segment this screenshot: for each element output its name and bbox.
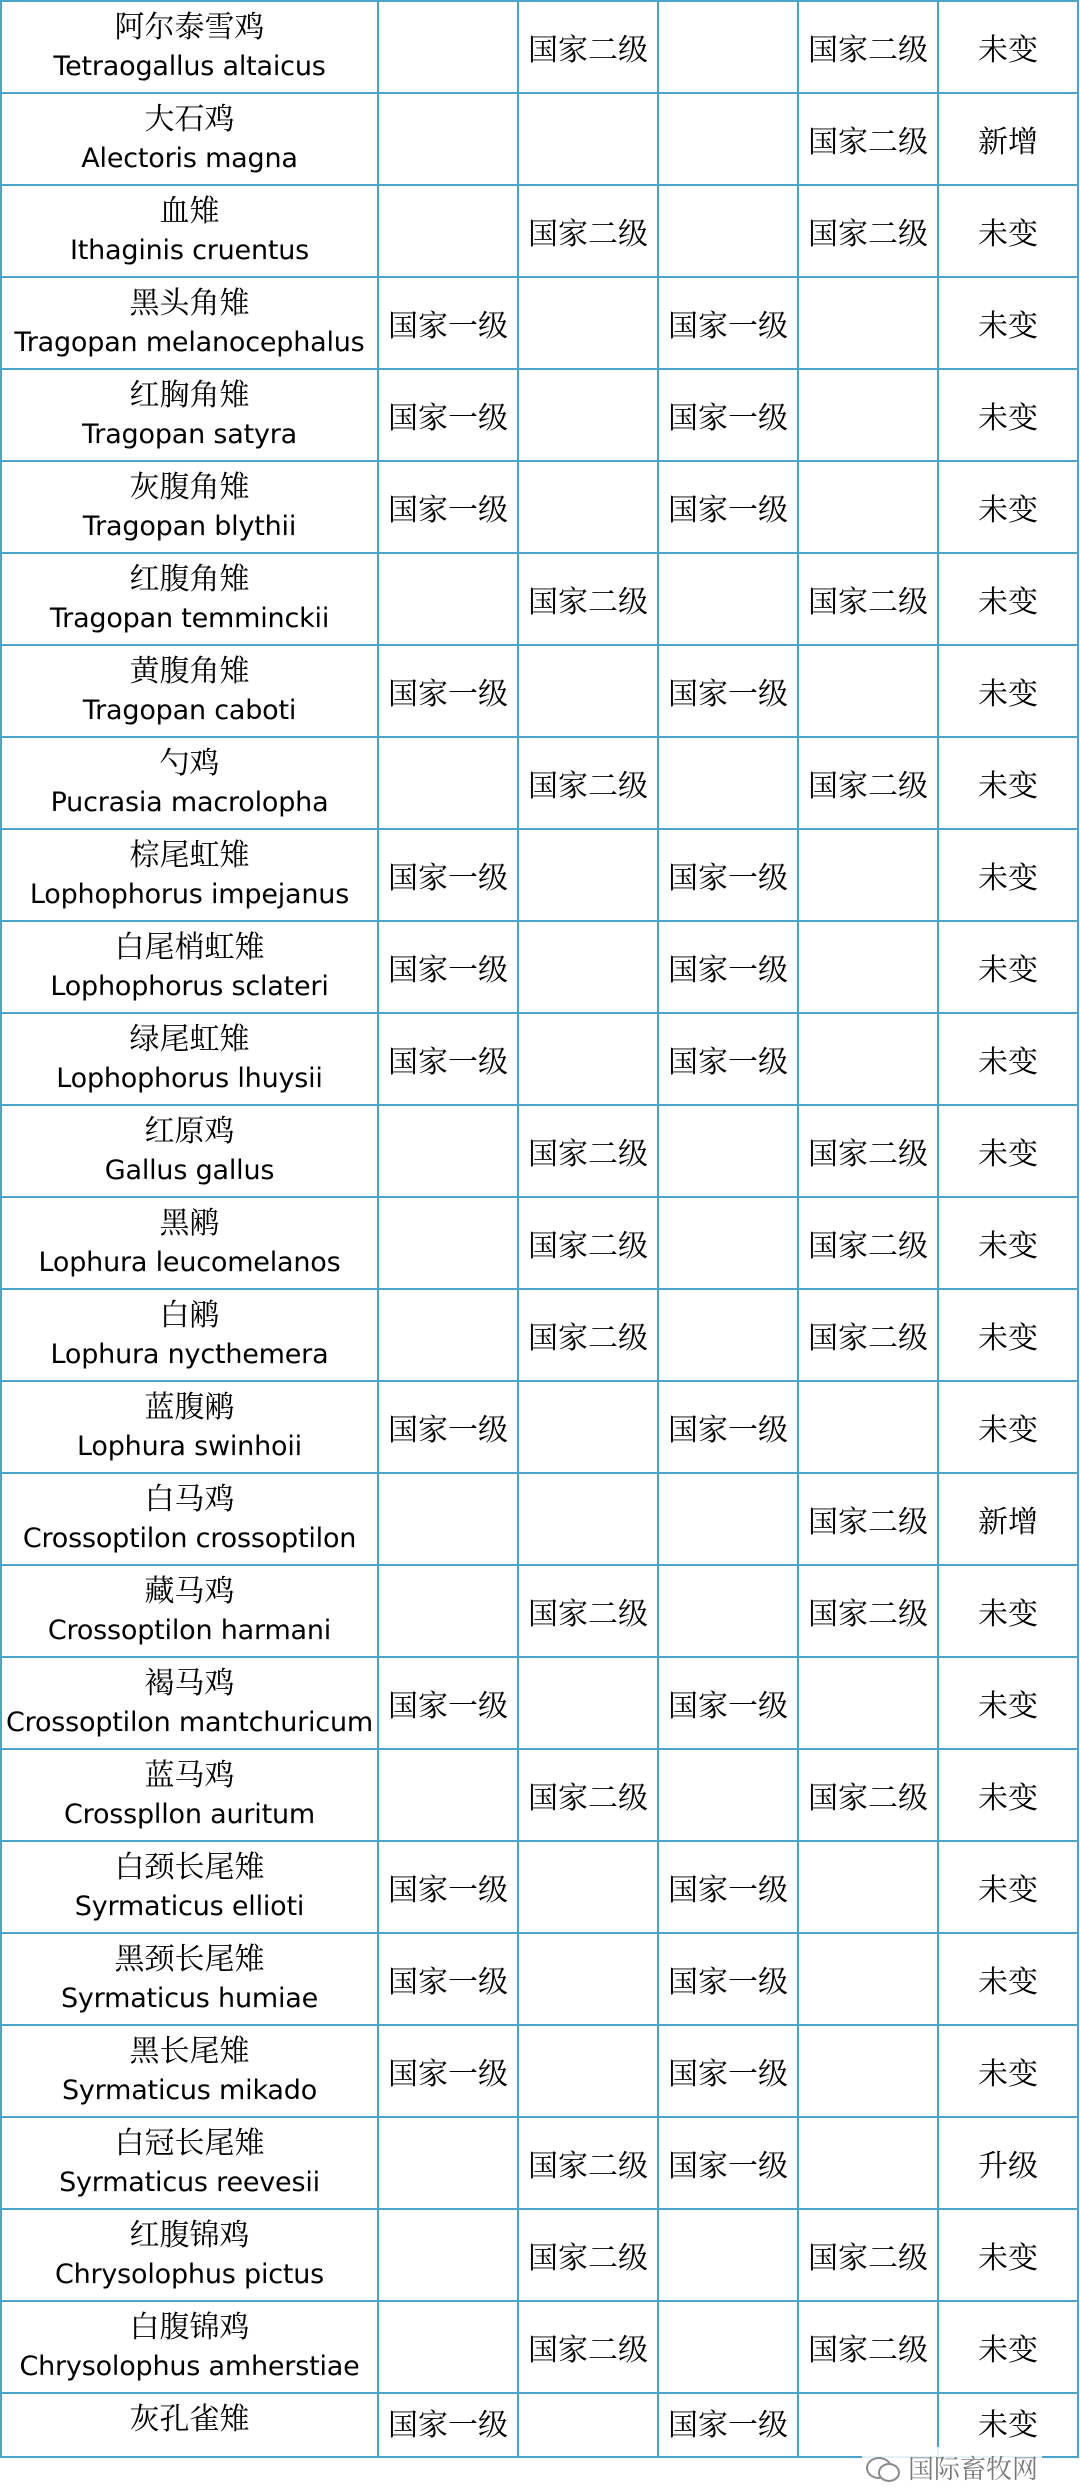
protection-level-cell: 国家一级	[378, 921, 518, 1013]
species-chinese-name: 褐马鸡	[144, 1666, 235, 1701]
change-status-cell: 新增	[938, 93, 1078, 185]
change-status-cell: 未变	[938, 829, 1078, 921]
species-chinese-name: 绿尾虹雉	[129, 1022, 250, 1057]
species-chinese-name: 红原鸡	[144, 1114, 235, 1149]
species-latin-name: Lophophorus impejanus	[29, 879, 350, 910]
protection-level-cell: 国家一级	[378, 2025, 518, 2117]
table-row	[1, 1841, 1078, 1933]
species-latin-name: Tragopan caboti	[82, 695, 297, 726]
protection-level-cell: 国家一级	[658, 921, 798, 1013]
table-row	[1, 1013, 1078, 1105]
change-status-cell: 未变	[938, 1657, 1078, 1749]
protection-level-cell: 国家一级	[658, 2393, 798, 2457]
protection-level-cell	[518, 277, 658, 369]
protection-level-cell: 国家二级	[518, 1289, 658, 1381]
species-name-cell	[1, 461, 378, 553]
protection-level-cell	[378, 2117, 518, 2209]
change-status-cell: 未变	[938, 2209, 1078, 2301]
change-status-cell: 未变	[938, 369, 1078, 461]
table-row	[1, 829, 1078, 921]
protection-level-cell	[518, 2393, 658, 2457]
protection-level-cell	[658, 2209, 798, 2301]
species-latin-name: Lophophorus sclateri	[50, 971, 329, 1002]
change-status-cell: 未变	[938, 1933, 1078, 2025]
protection-level-cell	[378, 1105, 518, 1197]
species-chinese-name: 白马鸡	[144, 1482, 235, 1517]
species-chinese-name: 灰孔雀雉	[129, 2402, 250, 2437]
protection-level-cell	[658, 737, 798, 829]
protection-level-cell	[378, 2209, 518, 2301]
protection-level-cell	[798, 1013, 938, 1105]
protection-level-cell	[798, 1933, 938, 2025]
protection-level-cell	[378, 93, 518, 185]
change-status-cell: 未变	[938, 737, 1078, 829]
protection-level-cell	[518, 1933, 658, 2025]
protection-level-cell: 国家二级	[798, 553, 938, 645]
protection-level-cell: 国家二级	[518, 2301, 658, 2393]
species-chinese-name: 白腹锦鸡	[129, 2310, 250, 2345]
protection-level-cell: 国家二级	[798, 1473, 938, 1565]
protection-level-cell	[658, 1749, 798, 1841]
protection-level-cell	[658, 185, 798, 277]
species-chinese-name: 黑头角雉	[129, 286, 250, 321]
protection-level-cell: 国家一级	[378, 1933, 518, 2025]
species-chinese-name: 红腹角雉	[129, 562, 250, 597]
table-row	[1, 1289, 1078, 1381]
species-chinese-name: 阿尔泰雪鸡	[114, 10, 265, 45]
change-status-cell: 未变	[938, 185, 1078, 277]
species-latin-name: Pucrasia macrolopha	[50, 787, 329, 818]
protection-level-cell: 国家一级	[658, 645, 798, 737]
change-status-cell: 未变	[938, 277, 1078, 369]
protection-level-cell: 国家一级	[378, 645, 518, 737]
species-chinese-name: 蓝马鸡	[144, 1758, 235, 1793]
protection-level-cell	[518, 921, 658, 1013]
species-latin-name: Syrmaticus humiae	[60, 1983, 319, 2014]
protection-level-cell: 国家一级	[658, 829, 798, 921]
species-chinese-name: 黑长尾雉	[129, 2034, 250, 2069]
protection-level-cell	[378, 553, 518, 645]
species-name-cell	[1, 829, 378, 921]
protection-level-cell: 国家二级	[518, 1, 658, 93]
protection-level-cell: 国家一级	[658, 2117, 798, 2209]
change-status-cell: 未变	[938, 1381, 1078, 1473]
protection-level-cell: 国家一级	[658, 1657, 798, 1749]
species-latin-name: Chrysolophus pictus	[54, 2259, 325, 2290]
table-body	[1, 1, 1078, 2457]
species-chinese-name: 棕尾虹雉	[129, 838, 250, 873]
table-row	[1, 461, 1078, 553]
species-name-cell	[1, 185, 378, 277]
protection-level-cell	[378, 1197, 518, 1289]
species-latin-name: Chrysolophus amherstiae	[19, 2351, 360, 2382]
change-status-cell: 未变	[938, 1013, 1078, 1105]
protection-level-cell: 国家一级	[658, 1933, 798, 2025]
protection-level-cell: 国家二级	[798, 1565, 938, 1657]
species-latin-name: Crosspllon auritum	[63, 1799, 316, 1830]
protection-level-cell: 国家二级	[518, 185, 658, 277]
species-name-cell	[1, 921, 378, 1013]
protection-level-cell	[518, 2025, 658, 2117]
species-name-cell	[1, 1657, 378, 1749]
protection-level-cell	[798, 1841, 938, 1933]
protection-level-cell	[378, 1289, 518, 1381]
protection-level-cell	[798, 2117, 938, 2209]
species-name-cell	[1, 1933, 378, 2025]
table-row	[1, 1473, 1078, 1565]
species-name-cell	[1, 553, 378, 645]
species-name-cell	[1, 1473, 378, 1565]
protection-level-cell: 国家一级	[378, 1657, 518, 1749]
protection-level-cell: 国家一级	[658, 2025, 798, 2117]
table-row	[1, 2117, 1078, 2209]
species-name-cell	[1, 1565, 378, 1657]
protection-level-cell	[518, 461, 658, 553]
species-name-cell	[1, 369, 378, 461]
protection-level-cell	[658, 93, 798, 185]
change-status-cell: 未变	[938, 645, 1078, 737]
protection-level-cell	[378, 185, 518, 277]
wechat-icon	[866, 2455, 900, 2481]
watermark-text: 国际畜牧网	[907, 2455, 1038, 2485]
species-latin-name: Syrmaticus ellioti	[74, 1891, 305, 1922]
species-chinese-name: 藏马鸡	[144, 1574, 235, 1609]
protection-level-cell: 国家二级	[798, 1197, 938, 1289]
species-chinese-name: 蓝腹鹇	[144, 1390, 235, 1425]
protection-level-cell	[378, 737, 518, 829]
species-chinese-name: 红腹锦鸡	[129, 2218, 250, 2253]
protection-level-cell	[798, 645, 938, 737]
species-latin-name: Lophura nycthemera	[50, 1339, 329, 1370]
species-chinese-name: 白颈长尾雉	[114, 1850, 265, 1885]
species-latin-name: Lophura swinhoii	[77, 1431, 302, 1462]
watermark	[862, 2447, 1042, 2488]
protection-level-cell	[518, 829, 658, 921]
protection-level-cell: 国家一级	[658, 1381, 798, 1473]
change-status-cell: 未变	[938, 1105, 1078, 1197]
species-chinese-name: 红胸角雉	[129, 378, 250, 413]
species-latin-name: Tragopan satyra	[81, 419, 298, 450]
species-latin-name: Ithaginis cruentus	[69, 235, 310, 266]
protection-level-cell	[798, 369, 938, 461]
species-name-cell	[1, 645, 378, 737]
species-chinese-name: 黑颈长尾雉	[114, 1942, 265, 1977]
table-row	[1, 2301, 1078, 2393]
protection-level-cell	[798, 1657, 938, 1749]
table-row	[1, 553, 1078, 645]
species-latin-name: Tragopan temminckii	[49, 603, 330, 634]
change-status-cell: 未变	[938, 2393, 1078, 2457]
species-chinese-name: 黑鹇	[159, 1206, 220, 1241]
protection-level-cell	[658, 1565, 798, 1657]
species-latin-name: Gallus gallus	[104, 1155, 275, 1186]
change-status-cell: 未变	[938, 2301, 1078, 2393]
protection-level-cell	[378, 1749, 518, 1841]
protection-level-cell	[658, 1473, 798, 1565]
species-name-cell	[1, 2117, 378, 2209]
protection-level-cell	[658, 1105, 798, 1197]
protection-level-cell: 国家二级	[798, 185, 938, 277]
species-latin-name: Tragopan blythii	[82, 511, 297, 542]
species-latin-name: Lophophorus lhuysii	[56, 1063, 323, 1094]
table-row	[1, 737, 1078, 829]
species-name-cell	[1, 1, 378, 93]
species-chinese-name: 大石鸡	[144, 102, 235, 137]
table-row	[1, 369, 1078, 461]
species-latin-name: Tragopan melanocephalus	[14, 327, 365, 358]
protection-level-cell: 国家一级	[378, 2393, 518, 2457]
protection-level-cell: 国家一级	[658, 1013, 798, 1105]
species-chinese-name: 黄腹角雉	[129, 654, 250, 689]
table-row	[1, 1381, 1078, 1473]
protection-level-cell	[658, 1, 798, 93]
protection-level-cell: 国家一级	[658, 369, 798, 461]
table-row	[1, 645, 1078, 737]
change-status-cell: 未变	[938, 553, 1078, 645]
protection-level-cell	[518, 645, 658, 737]
change-status-cell: 未变	[938, 1565, 1078, 1657]
protection-level-cell: 国家二级	[518, 2117, 658, 2209]
change-status-cell: 新增	[938, 1473, 1078, 1565]
protection-level-cell: 国家二级	[518, 2209, 658, 2301]
table-row	[1, 93, 1078, 185]
protection-level-cell: 国家二级	[518, 1105, 658, 1197]
species-name-cell	[1, 1289, 378, 1381]
protection-level-cell	[658, 1197, 798, 1289]
change-status-cell: 未变	[938, 1197, 1078, 1289]
protection-level-cell	[798, 1381, 938, 1473]
table-row	[1, 277, 1078, 369]
protection-level-cell: 国家一级	[378, 1841, 518, 1933]
table-row	[1, 1105, 1078, 1197]
change-status-cell: 未变	[938, 1, 1078, 93]
protection-level-cell: 国家二级	[518, 1565, 658, 1657]
table-row	[1, 1749, 1078, 1841]
change-status-cell: 未变	[938, 1841, 1078, 1933]
protection-level-cell	[518, 1013, 658, 1105]
species-name-cell	[1, 1841, 378, 1933]
protection-level-cell: 国家一级	[658, 277, 798, 369]
species-name-cell	[1, 1105, 378, 1197]
species-chinese-name: 血雉	[159, 194, 220, 229]
table-row	[1, 1565, 1078, 1657]
protection-level-cell	[378, 1565, 518, 1657]
species-name-cell	[1, 1197, 378, 1289]
species-latin-name: Tetraogallus altaicus	[53, 51, 326, 82]
species-chinese-name: 勺鸡	[159, 746, 220, 781]
protection-level-cell	[798, 2025, 938, 2117]
protection-level-cell: 国家一级	[658, 1841, 798, 1933]
change-status-cell: 未变	[938, 461, 1078, 553]
table-row	[1, 1933, 1078, 2025]
protection-level-cell	[518, 1381, 658, 1473]
protection-level-cell	[518, 1657, 658, 1749]
table-row	[1, 921, 1078, 1013]
species-name-cell	[1, 93, 378, 185]
species-latin-name: Crossoptilon mantchuricum	[6, 1707, 373, 1738]
table-row	[1, 185, 1078, 277]
species-name-cell	[1, 2393, 378, 2457]
protection-level-cell	[658, 553, 798, 645]
change-status-cell: 升级	[938, 2117, 1078, 2209]
protection-level-cell	[518, 369, 658, 461]
protection-level-cell: 国家二级	[798, 1, 938, 93]
species-name-cell	[1, 2301, 378, 2393]
change-status-cell: 未变	[938, 1289, 1078, 1381]
species-latin-name: Syrmaticus mikado	[61, 2075, 318, 2106]
protection-level-cell	[518, 93, 658, 185]
protection-level-cell	[518, 1473, 658, 1565]
species-name-cell	[1, 2025, 378, 2117]
protection-level-cell: 国家一级	[378, 829, 518, 921]
protection-level-cell: 国家二级	[518, 553, 658, 645]
table-row	[1, 2025, 1078, 2117]
protection-level-cell	[798, 921, 938, 1013]
species-name-cell	[1, 1749, 378, 1841]
change-status-cell: 未变	[938, 2025, 1078, 2117]
protection-level-cell: 国家二级	[798, 1105, 938, 1197]
protection-level-cell: 国家一级	[378, 277, 518, 369]
table-row	[1, 2209, 1078, 2301]
change-status-cell: 未变	[938, 921, 1078, 1013]
change-status-cell: 未变	[938, 1749, 1078, 1841]
protection-level-cell	[798, 461, 938, 553]
table-row	[1, 1197, 1078, 1289]
species-latin-name: Lophura leucomelanos	[38, 1247, 341, 1278]
protection-level-cell	[378, 2301, 518, 2393]
protection-level-cell: 国家一级	[378, 369, 518, 461]
species-name-cell	[1, 2209, 378, 2301]
protection-level-cell: 国家二级	[798, 1289, 938, 1381]
protection-level-cell	[658, 2301, 798, 2393]
protection-level-cell: 国家二级	[798, 2301, 938, 2393]
species-latin-name: Crossoptilon harmani	[47, 1615, 332, 1646]
protection-level-cell: 国家二级	[518, 1749, 658, 1841]
species-chinese-name: 灰腹角雉	[129, 470, 250, 505]
protection-level-cell: 国家二级	[798, 93, 938, 185]
protection-level-cell	[798, 277, 938, 369]
protection-level-cell	[658, 1289, 798, 1381]
species-latin-name: Syrmaticus reevesii	[59, 2167, 320, 2198]
species-latin-name: Crossoptilon crossoptilon	[22, 1523, 357, 1554]
species-latin-name: Alectoris magna	[81, 143, 298, 174]
protection-level-cell: 国家二级	[518, 1197, 658, 1289]
protection-level-cell	[518, 1841, 658, 1933]
table-row	[1, 1657, 1078, 1749]
protection-level-cell: 国家二级	[798, 1749, 938, 1841]
protection-level-cell: 国家二级	[798, 2209, 938, 2301]
protection-level-cell	[378, 1473, 518, 1565]
table-row	[1, 1, 1078, 93]
species-chinese-name: 白尾梢虹雉	[114, 930, 265, 965]
protection-level-cell: 国家二级	[798, 737, 938, 829]
protection-level-cell: 国家一级	[658, 461, 798, 553]
protection-level-cell: 国家一级	[378, 461, 518, 553]
species-chinese-name: 白鹇	[159, 1298, 220, 1333]
protection-level-cell: 国家一级	[378, 1381, 518, 1473]
protection-level-cell: 国家二级	[518, 737, 658, 829]
species-name-cell	[1, 737, 378, 829]
species-name-cell	[1, 1013, 378, 1105]
species-name-cell	[1, 277, 378, 369]
species-name-cell	[1, 1381, 378, 1473]
protection-level-cell: 国家一级	[378, 1013, 518, 1105]
protection-level-cell	[798, 829, 938, 921]
species-chinese-name: 白冠长尾雉	[114, 2126, 265, 2161]
protection-level-cell	[378, 1, 518, 93]
